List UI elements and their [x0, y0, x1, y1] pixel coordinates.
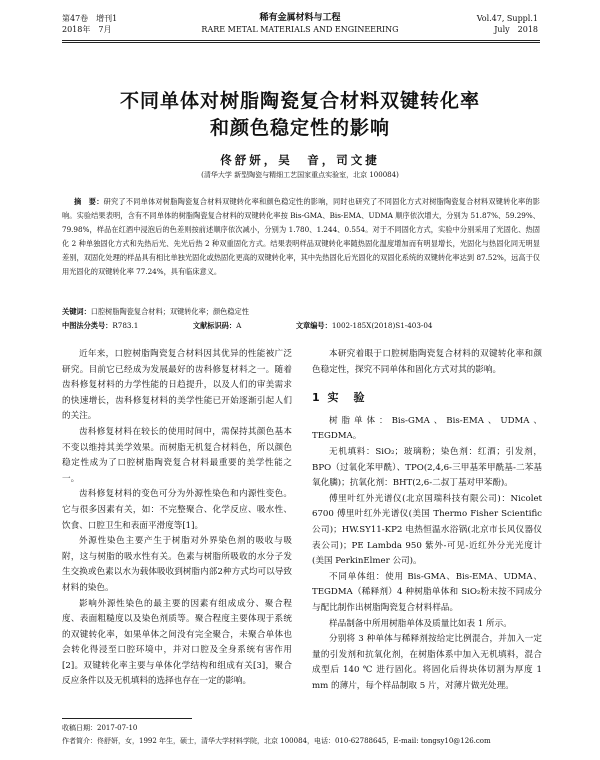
keywords-line: [62, 306, 540, 318]
right-column: [312, 347, 542, 694]
left-column: [62, 347, 292, 690]
running-header: [0, 0, 600, 52]
title-line-2: 和颜色稳定性的影响: [209, 117, 390, 139]
body-paragraph: 无机填料：SiO₂；玻璃粉；染色剂：红酒；引发剂，BPO（过氧化苯甲酰）、TPO(2,4,6-三甲基苯甲酰基-二苯基氧化膦)；抗氧化剂：BHT(2,6-二叔丁基对甲苯酚)。: [312, 446, 542, 489]
author-bio: 作者简介：佟舒妍，女，1992 年生，硕士，清华大学材料学院，北京 100084，电话：010-62788645，E-mail: tongsy10@126.com: [62, 737, 491, 745]
article-no: 1002-185X(2018)S1-403-04: [331, 321, 433, 330]
title-line-1: 不同单体对树脂陶瓷复合材料双键转化率: [119, 90, 480, 112]
article-no-label: 文章编号：: [295, 321, 332, 330]
year-month: 2018年 7月: [62, 25, 112, 34]
body-paragraph: 齿科修复材料在较长的使用时间中，需保持其颜色基本不变以维持其美学效果。而树脂无机复合材料色，所以颜色稳定性成为了口腔树脂陶瓷复合材料最重要的美学性能之一。: [62, 426, 292, 484]
body-paragraph: 齿科修复材料的变色可分为外源性染色和内源性变色。它与很多因素有关，如：不完整聚合、化学反应、吸水性、饮食、口腔卫生和表面平滑度等[1]。: [62, 489, 292, 531]
doc-code: A: [236, 321, 242, 330]
received-date: 收稿日期：2017-07-10: [62, 724, 138, 732]
body-paragraph: 树脂单体：Bis-GMA、Bis-EMA、UDMA、TEGDMA。: [312, 415, 542, 442]
clc-value: R783.1: [112, 321, 139, 330]
keywords: 口腔树脂陶瓷复合材料；双键转化率；颜色稳定性: [90, 307, 249, 316]
keywords-label: 关键词：: [62, 307, 91, 316]
volume-en: Vol.47, Suppl.1: [476, 14, 538, 23]
doc-code-label: 文献标识码：: [192, 321, 237, 330]
section-heading: 1 实 验: [312, 391, 367, 405]
classification-line: [62, 320, 540, 332]
journal-name-cn: 稀有金属材料与工程: [259, 13, 341, 23]
header-rule-2: [62, 42, 540, 43]
header-right: [477, 13, 538, 35]
body-paragraph: 样品制备中所用树脂单体及质量比如表 1 所示。: [329, 618, 512, 629]
body-paragraph: 分别将 3 种单体与稀释剂按给定比例混合，并加入一定量的引发剂和抗氧化剂，在树脂体系中加入无机填料，混合成型后 140 ℃ 进行固化。将固化后得块体切割为厚度 1 mm 的薄片，每个样品制取 5 片，对薄片做光处理。: [312, 634, 542, 691]
body-paragraph: 不同单体组：使用 Bis-GMA、Bis-EMA、UDMA、TEGDMA（稀释剂）4 种树脂单体和 SiO₂粉末按不同成分与配比制作出树脂陶瓷复合材料样品。: [312, 571, 542, 613]
body-paragraph: 影响外源性染色的最主要的因素有组成成分、聚合程度、表面粗糙度以及染色剂质等。聚合程度主要体现于系统的双键转化率，如果单体之间没有完全聚合，未聚合单体也会转化得浸至口腔环境中，并对口腔及全身系统有害作用[2]。双键转化率主要与单体化学结构和组成有关[3]，聚合反应条件以及无机填料的选择也存在一定的影响。: [62, 598, 292, 687]
abstract-text: 研究了不同单体对树脂陶瓷复合材料双键转化率和颜色稳定性的影响，同时也研究了不同固化方式对树脂陶瓷复合材料双键转化率的影响。实验结果表明，含有不同单体的树脂陶瓷复合材料的双键转化率按 Bis-GMA、Bis-EMA、UDMA 顺序依次增大，分别为 51.87%、59.29%、79.98%，样品在红酒中浸泡后的色差则按前述顺序依次减小，分别为 1.780、1.244、0.554。对于不同固化方式，实验中分别采用了光固化、热固化 2 种单独固化方式和先热后光、先光后热 2 种双重固化方式。结果表明样品双键转化率随热固化温度增加而有明显增长，光固化与热固化同无明显差别，双固化处理的样品具有相比单独光固化或热固化更高的双键转化率，其中先热固化后光固化的双固化系统的双键转化率达到 87.52%，远高于仅用光固化的双键转化率 77.24%，具有临床意义。: [62, 197, 540, 276]
header-rule: [62, 40, 540, 41]
affiliation: (清华大学 新型陶瓷与精细工艺国家重点实验室，北京 100084): [201, 171, 399, 179]
clc-label: 中图法分类号：: [62, 321, 113, 330]
abstract: [62, 195, 540, 279]
paper-title: [0, 88, 600, 142]
journal-name-en: RARE METAL MATERIALS AND ENGINEERING: [201, 25, 399, 34]
body-paragraph: 近年来，口腔树脂陶瓷复合材料因其优异的性能被广泛研究。目前它已经成为发展最好的齿科修复材料之一。随着齿科修复材料的力学性能的日趋提升，以及人们的审美需求的快速增长，齿科修复材料的美学性能已开始逐渐引起人们的关注。: [62, 349, 292, 422]
body-paragraph: 傅里叶红外光谱仪(北京国瑞科技有限公司)：Nicolet 6700 傅里叶红外光谱仪(美国 Thermo Fisher Scientific 公司)；HW.SY11-KP2 电热恒温水浴锅(北京市长风仪器仪表公司)；PE Lambda 950 紫外-可见-近红外分光光度计(美国 PerkinElmer 公司)。: [312, 493, 542, 567]
footnote-rule: [62, 718, 192, 719]
authors: 佟舒妍，吴 音，司文捷: [220, 153, 380, 167]
volume-issue: 第47卷 增刊1: [62, 14, 118, 23]
body-paragraph: 外源性染色主要产生于树脂对外界染色剂的吸收与吸附，这与树脂的吸水性有关。色素与树脂所吸收的水分子发生交换或色素以水为载体吸收到树脂内部2种方式均可以导致材料的染色。: [62, 536, 292, 593]
intro-paragraph: 本研究着眼于口腔树脂陶瓷复合材料的双键转化率和颜色稳定性，探究不同单体和固化方式对其的影响。: [312, 349, 542, 375]
date-en: July 2018: [494, 25, 538, 34]
abstract-label: 摘 要：: [74, 197, 104, 206]
